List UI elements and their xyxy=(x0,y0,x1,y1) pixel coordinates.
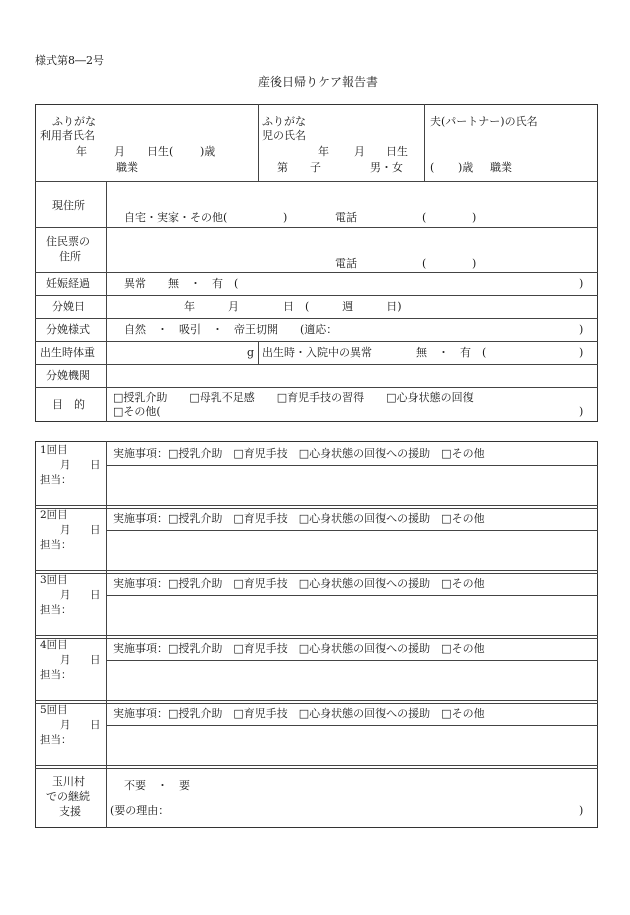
support-reason-close: ) xyxy=(579,804,584,817)
user-occupation-label: 職業 xyxy=(116,161,138,174)
visit-count: 4回目 xyxy=(40,639,68,651)
support-label-1: 玉川村 xyxy=(52,775,85,788)
visit-staff: 担当： xyxy=(40,539,72,551)
address-options: 自宅・実家・その他( xyxy=(124,211,228,224)
visit-items: 実施事項：□授乳介助 □育児手技 □心身状態の回復への援助 □その他 xyxy=(113,577,485,590)
user-birth-year: 年 xyxy=(76,145,87,158)
delivery-date-value: 年 月 日 ( 週 日) xyxy=(184,300,402,313)
visit-day: 日 xyxy=(90,654,101,666)
purpose-label: 目 的 xyxy=(52,398,85,411)
child-birth-month: 月 xyxy=(354,145,365,158)
visit-count: 5回目 xyxy=(40,704,68,716)
child-furigana-label: ふりがな xyxy=(262,115,306,128)
child-sex: 男・女 xyxy=(370,161,403,174)
pregnancy-label: 妊娠経過 xyxy=(46,277,90,290)
purpose-close: ) xyxy=(579,405,584,418)
visit-count: 3回目 xyxy=(40,574,68,586)
visit-items: 実施事項：□授乳介助 □育児手技 □心身状態の回復への援助 □その他 xyxy=(113,707,485,720)
child-order-ko: 子 xyxy=(310,161,321,174)
partner-name-label: 夫(パートナー)の氏名 xyxy=(430,115,538,128)
resident-phone-close: ) xyxy=(472,257,477,270)
address-phone-close: ) xyxy=(472,211,477,224)
pregnancy-close: ) xyxy=(579,277,584,290)
resident-phone-label: 電話 xyxy=(335,257,357,270)
visit-items: 実施事項：□授乳介助 □育児手技 □心身状態の回復への援助 □その他 xyxy=(113,512,485,525)
visit-month: 月 xyxy=(60,719,71,731)
visit-items: 実施事項：□授乳介助 □育児手技 □心身状態の回復への援助 □その他 xyxy=(113,447,485,460)
support-label-2: での継続 xyxy=(46,790,90,803)
delivery-method-close: ) xyxy=(579,323,584,336)
birth-abnormal-label: 出生時・入院中の異常 xyxy=(262,346,372,359)
birth-abnormal-close: ) xyxy=(579,346,584,359)
resident-address-label-2: 住所 xyxy=(59,250,81,263)
delivery-facility-label: 分娩機関 xyxy=(46,369,90,382)
user-birth-day: 日生( xyxy=(147,145,174,158)
support-options: 不要 ・ 要 xyxy=(124,779,190,792)
visit-items: 実施事項：□授乳介助 □育児手技 □心身状態の回復への援助 □その他 xyxy=(113,642,485,655)
visit-day: 日 xyxy=(90,719,101,731)
partner-age: )歳 xyxy=(458,161,474,174)
visit-count: 1回目 xyxy=(40,444,68,456)
pregnancy-value: 異常 無 ・ 有 ( xyxy=(124,277,239,290)
resident-phone-open: ( xyxy=(422,257,427,270)
visit-staff: 担当： xyxy=(40,474,72,486)
page-title: 産後日帰りケア報告書 xyxy=(258,75,379,89)
address-phone-open: ( xyxy=(422,211,427,224)
form-number: 様式第8―2号 xyxy=(35,54,104,67)
visit-day: 日 xyxy=(90,524,101,536)
child-name-label: 児の氏名 xyxy=(262,129,306,142)
address-options-close: ) xyxy=(283,211,288,224)
birth-weight-label: 出生時体重 xyxy=(40,346,95,359)
child-order-dai: 第 xyxy=(277,161,288,174)
user-name-label: 利用者氏名 xyxy=(40,129,95,142)
purpose-options-line1: □授乳介助 □母乳不足感 □育児手技の習得 □心身状態の回復 xyxy=(113,391,474,404)
address-label: 現住所 xyxy=(52,199,85,212)
support-reason: (要の理由： xyxy=(110,804,170,817)
child-birth-day: 日生 xyxy=(386,145,408,158)
partner-age-open: ( xyxy=(430,161,435,174)
visit-day: 日 xyxy=(90,459,101,471)
user-furigana-label: ふりがな xyxy=(52,115,96,128)
visit-staff: 担当： xyxy=(40,669,72,681)
address-phone-label: 電話 xyxy=(335,211,357,224)
birth-weight-unit: g xyxy=(247,346,255,359)
visit-month: 月 xyxy=(60,589,71,601)
visit-month: 月 xyxy=(60,654,71,666)
birth-abnormal-value: 無 ・ 有 ( xyxy=(416,346,487,359)
visit-count: 2回目 xyxy=(40,509,68,521)
delivery-method-value: 自然 ・ 吸引 ・ 帝王切開 (適応： xyxy=(124,323,338,336)
visit-staff: 担当： xyxy=(40,604,72,616)
visit-staff: 担当： xyxy=(40,734,72,746)
user-birth-month: 月 xyxy=(114,145,125,158)
visit-month: 月 xyxy=(60,524,71,536)
delivery-date-label: 分娩日 xyxy=(52,300,85,313)
visit-day: 日 xyxy=(90,589,101,601)
visit-month: 月 xyxy=(60,459,71,471)
purpose-options-line2: □その他( xyxy=(113,405,161,418)
partner-occupation-label: 職業 xyxy=(490,161,512,174)
delivery-method-label: 分娩様式 xyxy=(46,323,90,336)
user-age: )歳 xyxy=(200,145,216,158)
child-birth-year: 年 xyxy=(318,145,329,158)
support-label-3: 支援 xyxy=(59,805,81,818)
resident-address-label-1: 住民票の xyxy=(46,235,90,248)
